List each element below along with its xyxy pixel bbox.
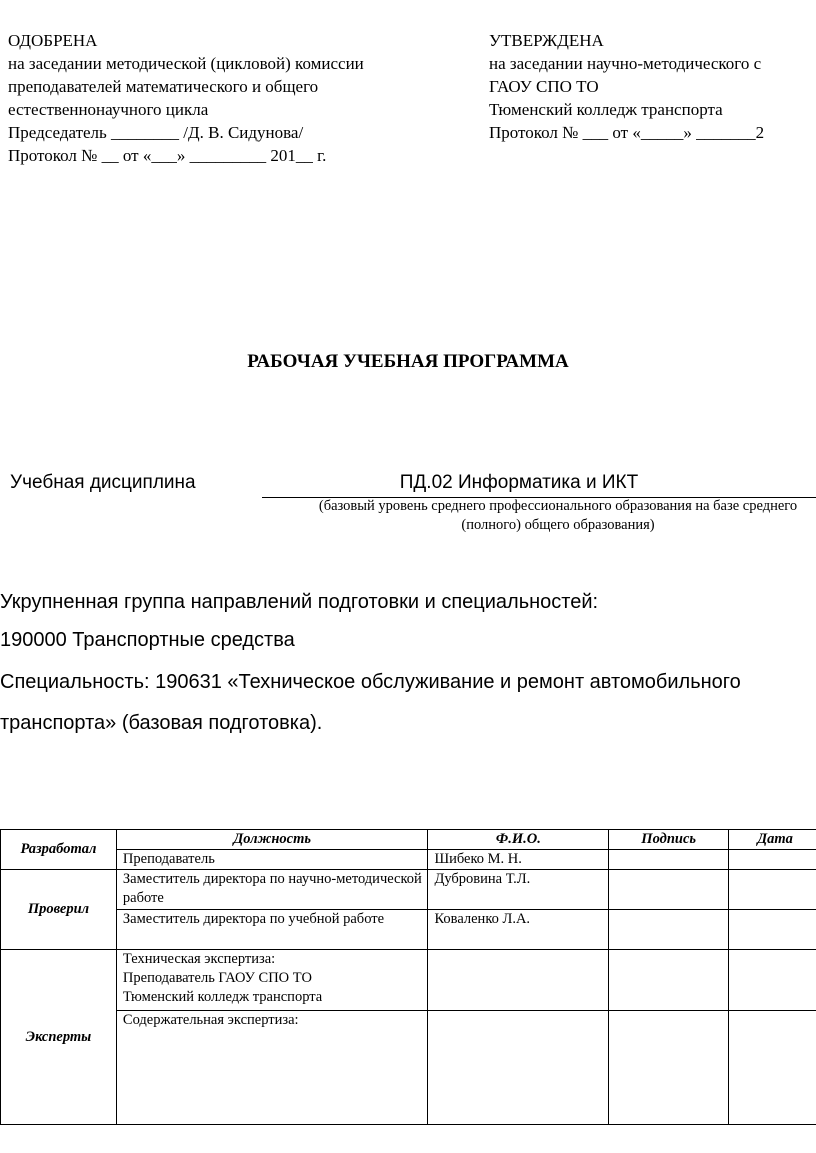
confirmation-block bbox=[489, 29, 816, 144]
approval-block bbox=[8, 29, 478, 167]
signature-cell bbox=[609, 850, 729, 870]
header-position: Должность bbox=[116, 830, 428, 850]
header-signature: Подпись bbox=[609, 830, 729, 850]
content-expertise: Содержательная экспертиза: bbox=[116, 1011, 428, 1125]
checker-position: Заместитель директора по научно-методической работе bbox=[116, 870, 428, 910]
date-cell bbox=[729, 870, 816, 910]
specialty-line: Специальность: 190631 «Техническое обслуживание и ремонт автомобильного bbox=[0, 671, 741, 693]
developer-position: Преподаватель bbox=[116, 850, 428, 870]
expert-name-cell bbox=[428, 1011, 609, 1125]
protocol-line: Протокол № ___ от «_____» _______2 bbox=[489, 123, 765, 142]
approval-heading: ОДОБРЕНА bbox=[8, 31, 98, 50]
signature-cell bbox=[609, 910, 729, 950]
discipline-field bbox=[262, 470, 816, 498]
signature-table bbox=[0, 829, 816, 1125]
confirmation-line: ГАОУ СПО ТО bbox=[489, 77, 599, 96]
approval-line: на заседании методической (цикловой) комиссии bbox=[8, 54, 364, 73]
header-name: Ф.И.О. bbox=[428, 830, 609, 850]
technical-expertise-line: Техническая экспертиза: bbox=[122, 951, 276, 967]
technical-expertise-line: Тюменский колледж транспорта bbox=[122, 989, 323, 1005]
checker-position: Заместитель директора по учебной работе bbox=[116, 910, 428, 950]
discipline-note-line: (полного) общего образования) bbox=[461, 517, 655, 533]
confirmation-line: на заседании научно-методического с bbox=[489, 54, 762, 73]
technical-expertise-line: Преподаватель ГАОУ СПО ТО bbox=[122, 970, 312, 986]
specialty-line: транспорта» (базовая подготовка). bbox=[0, 712, 323, 734]
date-cell bbox=[729, 1011, 816, 1125]
discipline-note-line: (базовый уровень среднего профессионального образования на базе среднего bbox=[318, 498, 798, 514]
chairman-line: Председатель ________ /Д. В. Сидунова/ bbox=[8, 123, 304, 142]
date-cell bbox=[729, 950, 816, 1011]
signature-cell bbox=[609, 870, 729, 910]
date-cell bbox=[729, 850, 816, 870]
approval-line: естественнонаучного цикла bbox=[8, 100, 209, 119]
checker-name: Коваленко Л.А. bbox=[428, 910, 609, 950]
approval-line: преподавателей математического и общего bbox=[8, 77, 319, 96]
role-experts: Эксперты bbox=[1, 950, 117, 1125]
discipline-note bbox=[262, 497, 816, 535]
document-title: РАБОЧАЯ УЧЕБНАЯ ПРОГРАММА bbox=[247, 351, 569, 372]
developer-name: Шибеко М. Н. bbox=[428, 850, 609, 870]
checker-name: Дубровина Т.Л. bbox=[428, 870, 609, 910]
technical-expertise bbox=[116, 950, 428, 1011]
signature-cell bbox=[609, 950, 729, 1011]
protocol-line: Протокол № __ от «___» _________ 201__ г. bbox=[8, 146, 327, 165]
discipline-label: Учебная дисциплина bbox=[10, 472, 196, 493]
header-date: Дата bbox=[729, 830, 816, 850]
confirmation-heading: УТВЕРЖДЕНА bbox=[489, 31, 604, 50]
group-label: Укрупненная группа направлений подготовки и специальностей: bbox=[0, 591, 599, 613]
date-cell bbox=[729, 910, 816, 950]
expert-name-cell bbox=[428, 950, 609, 1011]
confirmation-line: Тюменский колледж транспорта bbox=[489, 100, 723, 119]
role-checked: Проверил bbox=[1, 870, 117, 950]
signature-cell bbox=[609, 1011, 729, 1125]
discipline-name: ПД.02 Информатика и ИКТ bbox=[399, 472, 639, 493]
group-value: 190000 Транспортные средства bbox=[0, 629, 295, 651]
role-developed: Разработал bbox=[1, 830, 117, 870]
